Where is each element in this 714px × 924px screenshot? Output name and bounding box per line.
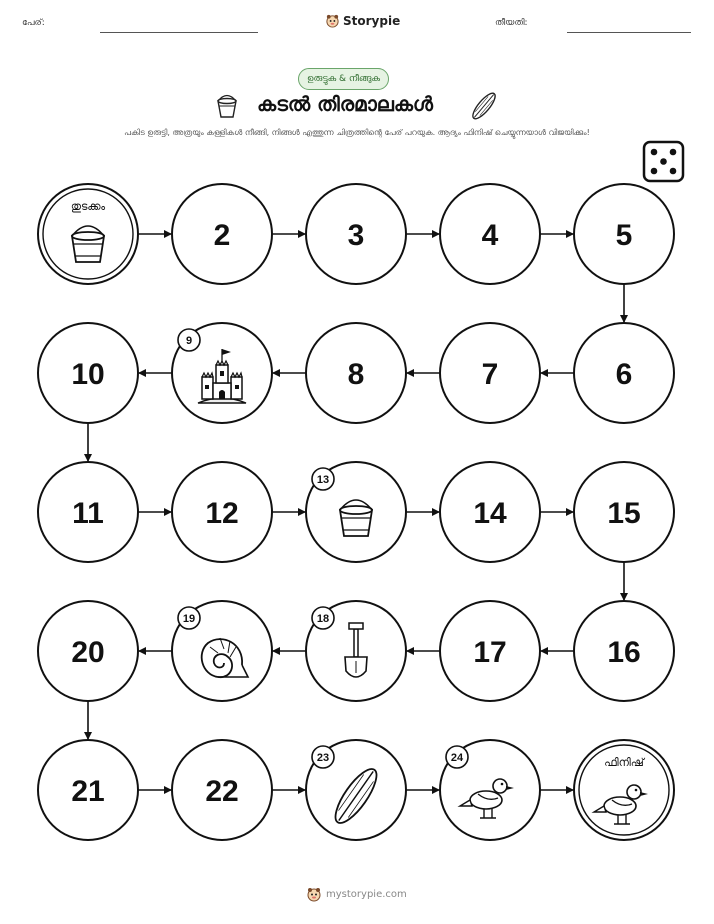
storypie-mascot-icon — [306, 886, 322, 902]
board-space-2[interactable] — [172, 184, 272, 284]
board-space-12[interactable] — [172, 462, 272, 562]
board-space-17[interactable] — [440, 601, 540, 701]
space-number: 9 — [185, 335, 193, 347]
board-space-11[interactable] — [38, 462, 138, 562]
space-number: 19 — [182, 613, 196, 625]
bucket-icon — [72, 226, 104, 262]
space-number: 7 — [481, 358, 499, 391]
board-space-20[interactable] — [38, 601, 138, 701]
space-number: 22 — [205, 775, 239, 808]
space-number: 3 — [347, 219, 365, 252]
brand-name: Storypie — [343, 13, 401, 28]
space-number: 14 — [473, 497, 507, 530]
board-space-6[interactable] — [574, 323, 674, 423]
board-space-21[interactable] — [38, 740, 138, 840]
board-space-13[interactable] — [306, 462, 406, 562]
space-number: 6 — [615, 358, 633, 391]
space-number: 13 — [316, 474, 330, 486]
start-space[interactable] — [38, 184, 138, 284]
start-label: തുടക്കം — [70, 200, 106, 213]
finish-label: ഫിനിഷ് — [604, 756, 644, 769]
page-title: കടൽ തിരമാലകൾ — [257, 92, 433, 116]
space-number: 5 — [615, 219, 633, 252]
footer-url[interactable]: mystorypie.com — [326, 888, 407, 900]
board-space-18[interactable] — [306, 601, 406, 701]
space-number: 24 — [450, 752, 464, 764]
board-space-4[interactable] — [440, 184, 540, 284]
board-space-10[interactable] — [38, 323, 138, 423]
board-space-16[interactable] — [574, 601, 674, 701]
space-number: 4 — [481, 219, 499, 252]
space-number: 2 — [213, 219, 231, 252]
space-number: 10 — [71, 358, 105, 391]
board-space-9[interactable] — [172, 323, 272, 423]
board-space-8[interactable] — [306, 323, 406, 423]
space-number: 16 — [607, 636, 641, 669]
board-space-3[interactable] — [306, 184, 406, 284]
space-number: 11 — [72, 497, 104, 530]
bucket-icon — [340, 500, 372, 536]
finish-space[interactable] — [574, 740, 674, 840]
board-space-24[interactable] — [440, 740, 540, 840]
board-space-5[interactable] — [574, 184, 674, 284]
board-space-22[interactable] — [172, 740, 272, 840]
space-number: 18 — [316, 613, 330, 625]
name-label: പേര്: — [22, 18, 45, 28]
space-number: 8 — [347, 358, 365, 391]
instructions: പകിട ഉരുട്ടി, അത്രയും കള്ളികൾ നീങ്ങി, നിങ്ങൾ എത്തുന്ന ചിത്രത്തിന്റെ പേര് പറയുക. ആദ്യം ഫിനിഷ് ചെയ്യുന്നയാൾ വിജയിക്കും! — [124, 128, 590, 137]
board-space-7[interactable] — [440, 323, 540, 423]
board-space-19[interactable] — [172, 601, 272, 701]
date-label: തീയതി: — [495, 18, 528, 28]
space-number: 15 — [607, 497, 641, 530]
board-space-14[interactable] — [440, 462, 540, 562]
footer — [306, 886, 407, 902]
space-number: 12 — [205, 497, 239, 530]
space-number: 20 — [71, 636, 105, 669]
board-space-15[interactable] — [574, 462, 674, 562]
space-number: 21 — [71, 775, 105, 808]
activity-tag: ഉരുട്ടുക & നീങ്ങുക — [298, 68, 389, 90]
space-number: 17 — [473, 636, 507, 669]
board-space-23[interactable] — [306, 740, 406, 840]
board-spaces — [38, 184, 674, 840]
space-number: 23 — [316, 752, 330, 764]
